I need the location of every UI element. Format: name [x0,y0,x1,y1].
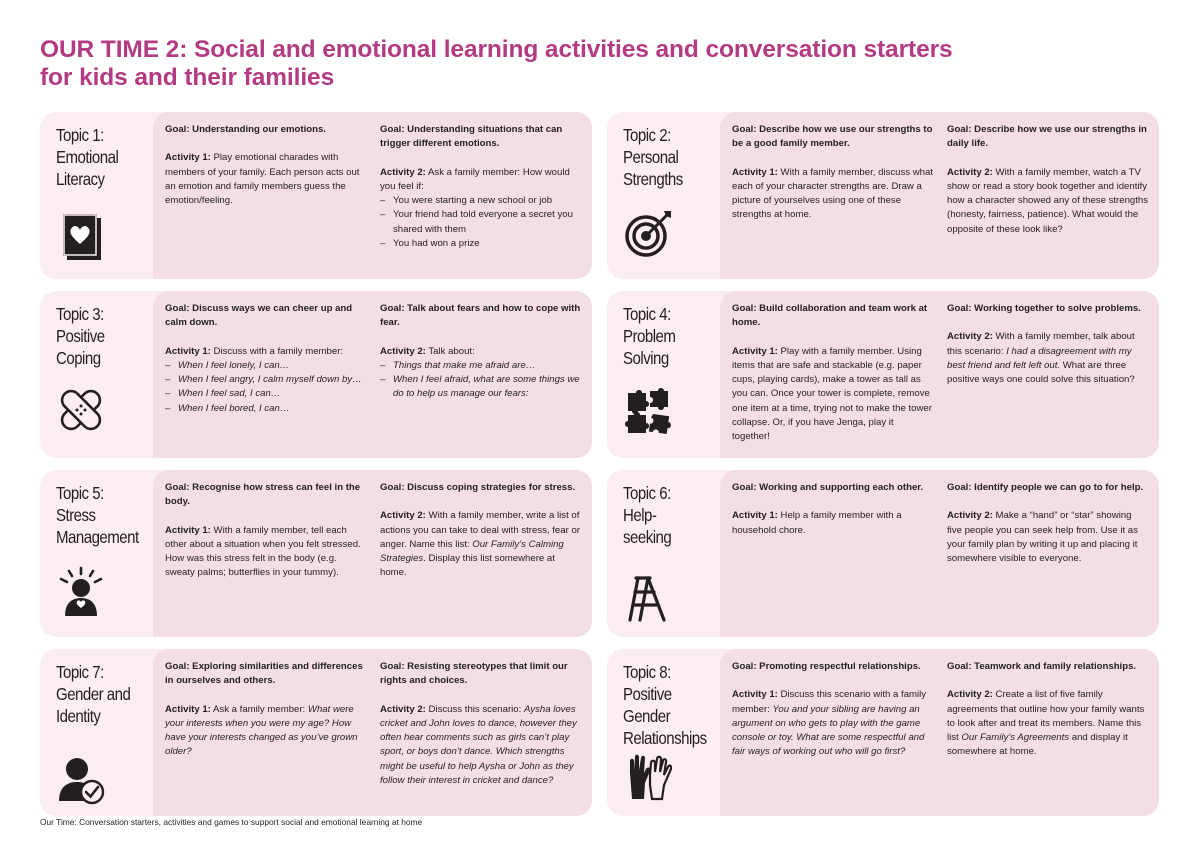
activities-panel [720,112,1159,279]
topic-name: Gender and Identity [56,684,131,726]
topic-side [607,291,720,458]
topic-name: Help- seeking [623,505,672,547]
activity-column-1 [165,302,367,416]
topic-label: Topic 6: [623,483,671,503]
activity-text: Activity 1: Discuss this scenario with a family member: You and your sibling are having an argument on who gets to play with the game console or toy. What are some respectful and fair ways of working out who will go first? [732,689,927,758]
activity-list [165,359,367,416]
activity-text: Activity 2: Ask a family member: How would you feel if: [380,166,570,192]
topic-side [40,291,153,458]
goal-text: Goal: Talk about fears and how to cope with fear. [380,303,581,329]
activity-list [380,359,582,402]
topic-label: Topic 1: [56,125,104,145]
topic-card-5 [40,470,592,637]
puzzle-icon [624,387,672,437]
activity-column-1 [732,481,934,538]
activity-column-2 [947,481,1149,566]
goal-text: Goal: Promoting respectful relationships. [732,661,921,672]
list-item: – You had won a prize [380,237,582,251]
topic-card-2 [607,112,1159,279]
hands-icon [624,753,672,803]
footer-text: Our Time: Conversation starters, activities and games to support social and emotional learning at home [40,817,423,827]
activity-text: Activity 1: Play emotional charades with members of your family. Each person acts out an emotion and family members guess the emotion/feeling. [165,152,360,207]
topic-side [607,112,720,279]
topic-label: Topic 3: [56,304,104,324]
target-icon [624,208,672,258]
activity-text: Activity 2: Create a list of five family agreements that outline how your family wants to look after and treat its members. Name this list Our Family’s Agreements and display it somewhere at home. [947,689,1145,758]
activity-text: Activity 1: Discuss with a family member: [165,345,344,357]
list-item: – When I feel afraid, what are some things we do to help us manage our fears: [380,373,582,402]
activities-panel [153,291,592,458]
list-item: – When I feel sad, I can… [165,387,367,401]
activities-panel [153,112,592,279]
topic-name: Problem Solving [623,326,676,368]
activity-column-2 [947,123,1149,237]
bandage-icon [57,385,105,435]
activity-text: Activity 1: Ask a family member: What were your interests when you were my age? How have your interests changed as you’ve grown older? [165,703,358,758]
activities-panel [720,649,1159,816]
topic-name: Emotional Literacy [56,147,119,189]
title-line-1: OUR TIME 2: Social and emotional learning activities and conversation starters [40,36,953,63]
activity-list [380,194,582,251]
goal-text: Goal: Understanding our emotions. [165,124,326,135]
activity-text: Activity 1: With a family member, tell each other about a situation when you felt stressed. How was this stress felt in the body (e.g. sweaty palms; butterflies in your tummy). [165,524,361,579]
ladder-icon [624,574,672,624]
activities-panel [720,291,1159,458]
topic-card-6 [607,470,1159,637]
activities-panel [720,470,1159,637]
activity-text: Activity 2: Discuss this scenario: Aysha loves cricket and John loves to dance, however they often hear comments such as girls can’t play sport, or boys don’t dance. Which strengths might be useful to help Aysha or John as they follow their interest in cricket and dance? [380,703,577,787]
activity-column-2 [947,660,1149,760]
list-item: – When I feel angry, I calm myself down by… [165,373,367,387]
goal-text: Goal: Teamwork and family relationships. [947,661,1137,672]
topic-side [40,470,153,637]
activity-column-1 [165,481,367,581]
activity-text: Activity 1: With a family member, discuss what each of your character strengths are. Draw a picture of yourselves using one of these strengths at home. [732,166,934,221]
activity-text: Activity 2: With a family member, write a list of actions you can take to deal with stress, fear or anger. Name this list: Our Family’s Calming Strategies. Display this list somewhere at home. [380,510,580,579]
topic-name: Positive Coping [56,326,105,368]
activity-column-1 [165,123,367,208]
activity-column-1 [165,660,367,760]
topic-card-8 [607,649,1159,816]
topic-name: Personal Strengths [623,147,683,189]
topic-side [607,649,720,816]
goal-text: Goal: Discuss coping strategies for stress. [380,482,576,493]
activity-column-1 [732,660,934,760]
topic-side [40,112,153,279]
goal-text: Goal: Describe how we use our strengths to be a good family member. [732,124,933,150]
list-item: – Your friend had told everyone a secret you shared with them [380,208,582,237]
activity-column-2 [947,302,1149,387]
topic-card-1 [40,112,592,279]
goal-text: Goal: Exploring similarities and differences in ourselves and others. [165,661,363,687]
activity-column-1 [732,302,934,445]
activity-column-1 [732,123,934,223]
activity-column-2 [380,123,582,251]
stressed-person-icon [57,566,105,616]
goal-text: Goal: Working together to solve problems. [947,303,1141,314]
activity-text: Activity 2: Make a “hand” or “star” showing five people you can seek help from. Use it as your family plan by writing it up and placing it somewhere visible to everyone. [947,510,1138,565]
topic-name: Stress Management [56,505,139,547]
goal-text: Goal: Working and supporting each other. [732,482,924,493]
page-title [40,36,953,92]
list-item: – When I feel bored, I can… [165,402,367,416]
title-line-2: for kids and their families [40,64,335,91]
topic-label: Topic 8: [623,662,671,682]
goal-text: Goal: Understanding situations that can trigger different emotions. [380,124,563,150]
activity-column-2 [380,302,582,402]
topic-label: Topic 7: [56,662,104,682]
person-check-icon [57,755,105,805]
topic-label: Topic 4: [623,304,671,324]
activity-text: Activity 1: Play with a family member. Using items that are safe and stackable (e.g. paper cups, playing cards), make a tower as tall as you can. Once your tower is complete, remove one item at a time, trying not to make the tower collapse. Or, if you have Jenga, play it together! [732,345,932,443]
goal-text: Goal: Identify people we can go to for help. [947,482,1144,493]
goal-text: Goal: Recognise how stress can feel in the body. [165,482,361,508]
goal-text: Goal: Resisting stereotypes that limit our rights and choices. [380,661,568,687]
goal-text: Goal: Build collaboration and team work at home. [732,303,928,329]
topic-card-7 [40,649,592,816]
topic-card-3 [40,291,592,458]
activity-column-2 [380,660,582,788]
goal-text: Goal: Discuss ways we can cheer up and calm down. [165,303,353,329]
list-item: – You were starting a new school or job [380,194,582,208]
topic-label: Topic 2: [623,125,671,145]
topic-side [607,470,720,637]
topic-side [40,649,153,816]
topic-name: Positive Gender Relationships [623,684,707,748]
activity-text: Activity 2: With a family member, talk about this scenario: I had a disagreement with my best friend and felt left out. What are three positive ways one could solve this situation? [947,331,1135,386]
activity-text: Activity 1: Help a family member with a household chore. [732,510,902,536]
activity-column-2 [380,481,582,581]
list-item: – Things that make me afraid are… [380,359,582,373]
topic-label: Topic 5: [56,483,104,503]
activities-panel [153,649,592,816]
activity-text: Activity 2: Talk about: [380,345,475,357]
goal-text: Goal: Describe how we use our strengths in daily life. [947,124,1147,150]
activity-text: Activity 2: With a family member, watch a TV show or read a story book together and identify how a character showed any of these strengths (honesty, fairness, patience). What would the opposite of these look like? [947,166,1149,235]
heart-book-icon [57,210,105,260]
list-item: – When I feel lonely, I can… [165,359,367,373]
activities-panel [153,470,592,637]
topic-card-4 [607,291,1159,458]
